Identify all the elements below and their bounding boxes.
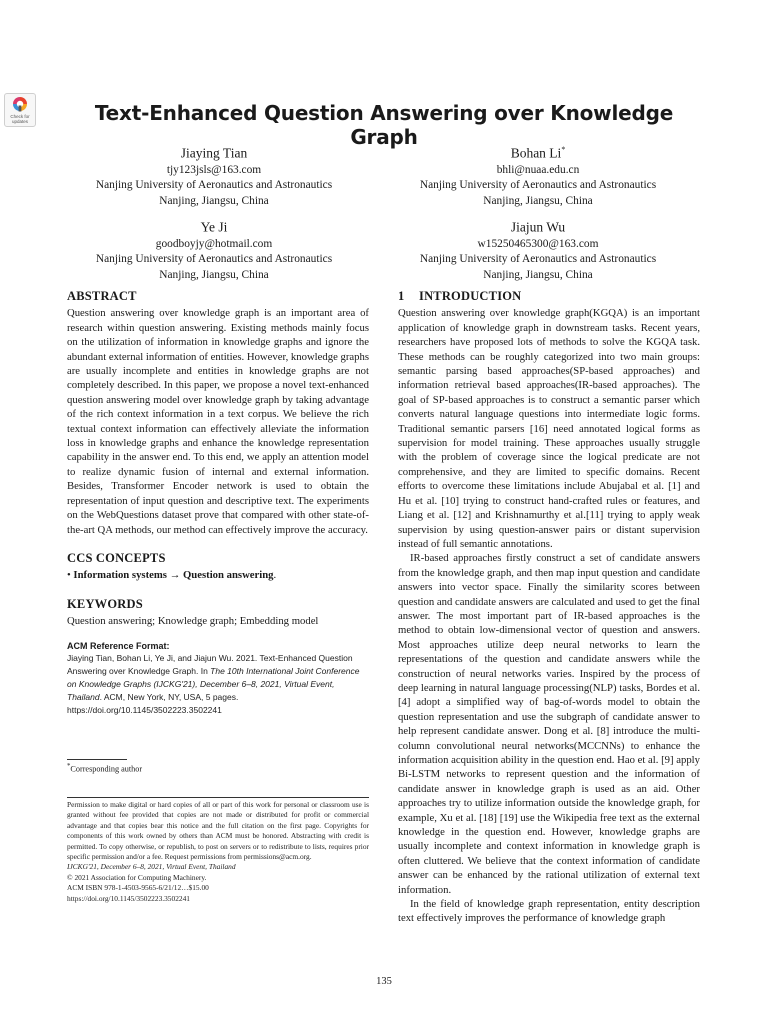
abstract-text: Question answering over knowledge graph is an important area of research within question answering. Existing methods mainly focus on the utilization of information in knowledge graphs and ignore the abundant external information of entities. However, knowledge graphs are usually incomplete and entities in knowledge graphs are not completely described. In this paper, we propose a novel text-enhanced question answering model over knowledge graph by taking advantage of the rich context information in a text corpus. We believe the rich textual context information can effectively alleviate the information loss in knowledge graphs and enhance the knowledge representation capability in the answer end. To this end, we apply an attention model to realize dynamic fusion of internal and external information. Besides, Transformer Encoder network is used to obtain the representation of input question and descriptive text. The experiments on the WebQuestions dataset prove that compared with other state-of-the-art QA methods, our method can effectively improve the accuracy. — [67, 307, 369, 536]
ccs-heading: CCS CONCEPTS — [67, 550, 166, 565]
left-column — [67, 289, 369, 717]
intro-paragraph-1: Question answering over knowledge graph(KGQA) is an important application of knowledge graph in downstream tasks. Recent years, researchers have proposed lots of methods to solve the KGQA task. These methods can be roughly categorized into two main groups: semantic parsing based approaches(SP-based approaches) and information retrieval based approaches(IR-based approaches). The goal of SP-based approaches is to construct a semantic parser which converts natural language questions into intermediate logic forms. Traditional semantic parsers [16] need annotated logical forms as supervision for model training. These approaches usually struggle with the problem of coverage since the logical predicate are not comprehensive, and they are limited to specific domains. Recent efforts to overcome these limitations include Abujabal et al. [1] and Hu et al. [10] trying to construct hand-crafted rules or features, and Liang et al. [12] and Krishnamurthy et al.[11] trying to apply weak supervision by using question-answer pairs or distant supervision instead of full semantic annotations. — [398, 307, 700, 550]
right-column — [398, 289, 700, 926]
acm-reference — [67, 640, 369, 717]
acm-ref-doi: . ACM, New York, NY, USA, 5 pages. https://doi.org/10.1145/3502223.3502241 — [67, 691, 239, 715]
author-block-4 — [373, 214, 703, 283]
permission-isbn: ACM ISBN 978-1-4503-9565-6/21/12…$15.00 — [67, 883, 209, 893]
author-location: Nanjing, Jiangsu, China — [483, 268, 593, 281]
author-email: goodboyjy@hotmail.com — [155, 237, 273, 250]
author-block-2 — [373, 140, 703, 209]
badge-line1: Check for — [10, 114, 30, 119]
author-location: Nanjing, Jiangsu, China — [159, 194, 269, 207]
author-name: Ye Ji — [200, 219, 228, 235]
intro-paragraph-3: In the field of knowledge graph representation, entity description text effectively improves the performance of knowledge graph — [398, 898, 700, 925]
author-block-3 — [49, 214, 379, 283]
footnote-divider — [67, 759, 127, 760]
author-affiliation: Nanjing University of Aeronautics and Astronautics — [95, 253, 333, 265]
permission-copyright: © 2021 Association for Computing Machinery. — [67, 872, 207, 882]
author-email: bhli@nuaa.edu.cn — [496, 163, 580, 176]
acm-ref-venue: The 10th International Joint Conference on Knowledge Graphs (IJCKG'21), December 6–8, 2021, Virtual Event, Thailand — [67, 665, 360, 702]
ccs-period: . — [273, 569, 277, 582]
intro-paragraph-2: IR-based approaches firstly construct a set of candidate answers from the knowledge graph, and then map input question and candidate answers into vector space. Finally the similarity scores between question and candidate answers are calculated and used to get the final answer. The most important part of IR-based approaches is the method to obtain low-dimensional vector of question and answers. Most approaches utilize deep neural networks to learn the representations of the question and candidate answers while the construction of neural networks varies. Inspired by the process of deep learning in natural language processing(NLP) tasks, Bordes et al. [4] adopt a simplified way of bag-of-words model to obtain the question representation and use the subgraph of candidate answer to help represent candidate answer. Dong et al. [8] introduce the multi-column convolutional neural networks(MCCNNs) to enhance the information acquisition ability in the question end. Hao et al. [9] apply Bi-LSTM networks to represent question and the information of candidate answer in knowledge graph is used as an aid. Other approaches try to utilize information outside the knowledge graph, for example, Xu et al. [18] [19] use the Wikipedia free text as the external knowledge in the question end. However, knowledge graphs are usually incomplete and context information in knowledge graph is often cluttered. We believe that the context information of candidate answer can be enhanced by the rational utilization of external text information. — [398, 552, 700, 896]
author-sup: * — [561, 145, 566, 154]
permission-doi[interactable]: https://doi.org/10.1145/3502223.3502241 — [67, 893, 190, 903]
author-location: Nanjing, Jiangsu, China — [159, 268, 269, 281]
author-name: Jiajun Wu — [510, 219, 566, 235]
paper-title: Text-Enhanced Question Answering over Knowledge Graph — [94, 101, 674, 149]
badge-label — [5, 114, 35, 124]
page-number: 135 — [376, 976, 392, 987]
footnote-mark: * — [67, 763, 71, 770]
footnote — [67, 762, 142, 775]
author-name: Bohan Li — [510, 145, 562, 161]
acm-reference-heading: ACM Reference Format: — [67, 640, 170, 651]
ccs-subconcept: Question answering — [182, 569, 274, 582]
introduction-heading — [398, 289, 700, 303]
footnote-text: Corresponding author — [70, 764, 143, 774]
permission-block — [67, 800, 369, 904]
crossmark-icon — [12, 96, 28, 114]
ccs-bullet: • — [67, 569, 71, 582]
check-for-updates-badge[interactable] — [4, 93, 36, 127]
ccs-arrow: → — [169, 569, 181, 582]
author-block-1 — [49, 140, 379, 209]
author-location: Nanjing, Jiangsu, China — [483, 194, 593, 207]
permission-venue: IJCKG'21, December 6–8, 2021, Virtual Event, Thailand — [67, 862, 236, 872]
permission-divider — [67, 797, 369, 798]
permission-text: Permission to make digital or hard copies of all or part of this work for personal or classroom use is granted without fee provided that copies are not made or distributed for profit or commercial advantage and that copies bear this notice and the full citation on the first page. Copyrights for components of this work owned by others than ACM must be honored. Abstracting with credit is permitted. To copy otherwise, or republish, to post on servers or to redistribute to lists, requires prior specific permission and/or a fee. Request permissions from permissions@acm.org. — [67, 800, 369, 862]
author-affiliation: Nanjing University of Aeronautics and Astronautics — [419, 253, 657, 265]
section-title: INTRODUCTION — [419, 289, 522, 303]
keywords-text: Question answering; Knowledge graph; Embedding model — [67, 615, 319, 628]
author-email: w15250465300@163.com — [477, 237, 599, 250]
keywords-heading: KEYWORDS — [67, 596, 143, 611]
author-email: tjy123jsls@163.com — [166, 163, 262, 176]
acm-reference-text — [67, 652, 369, 717]
badge-line2: updates — [11, 119, 28, 124]
author-affiliation: Nanjing University of Aeronautics and Astronautics — [95, 179, 333, 191]
section-number: 1 — [398, 289, 405, 303]
author-affiliation: Nanjing University of Aeronautics and Astronautics — [419, 179, 657, 191]
acm-ref-authors: Jiaying Tian, Bohan Li, Ye Ji, and Jiajun Wu. 2021. Text-Enhanced Question Answering over Knowledge Graph. In — [67, 652, 353, 676]
abstract-heading: ABSTRACT — [67, 289, 137, 303]
author-name: Jiaying Tian — [180, 145, 248, 161]
ccs-concept: Information systems — [73, 569, 167, 582]
ccs-concepts — [67, 568, 369, 582]
